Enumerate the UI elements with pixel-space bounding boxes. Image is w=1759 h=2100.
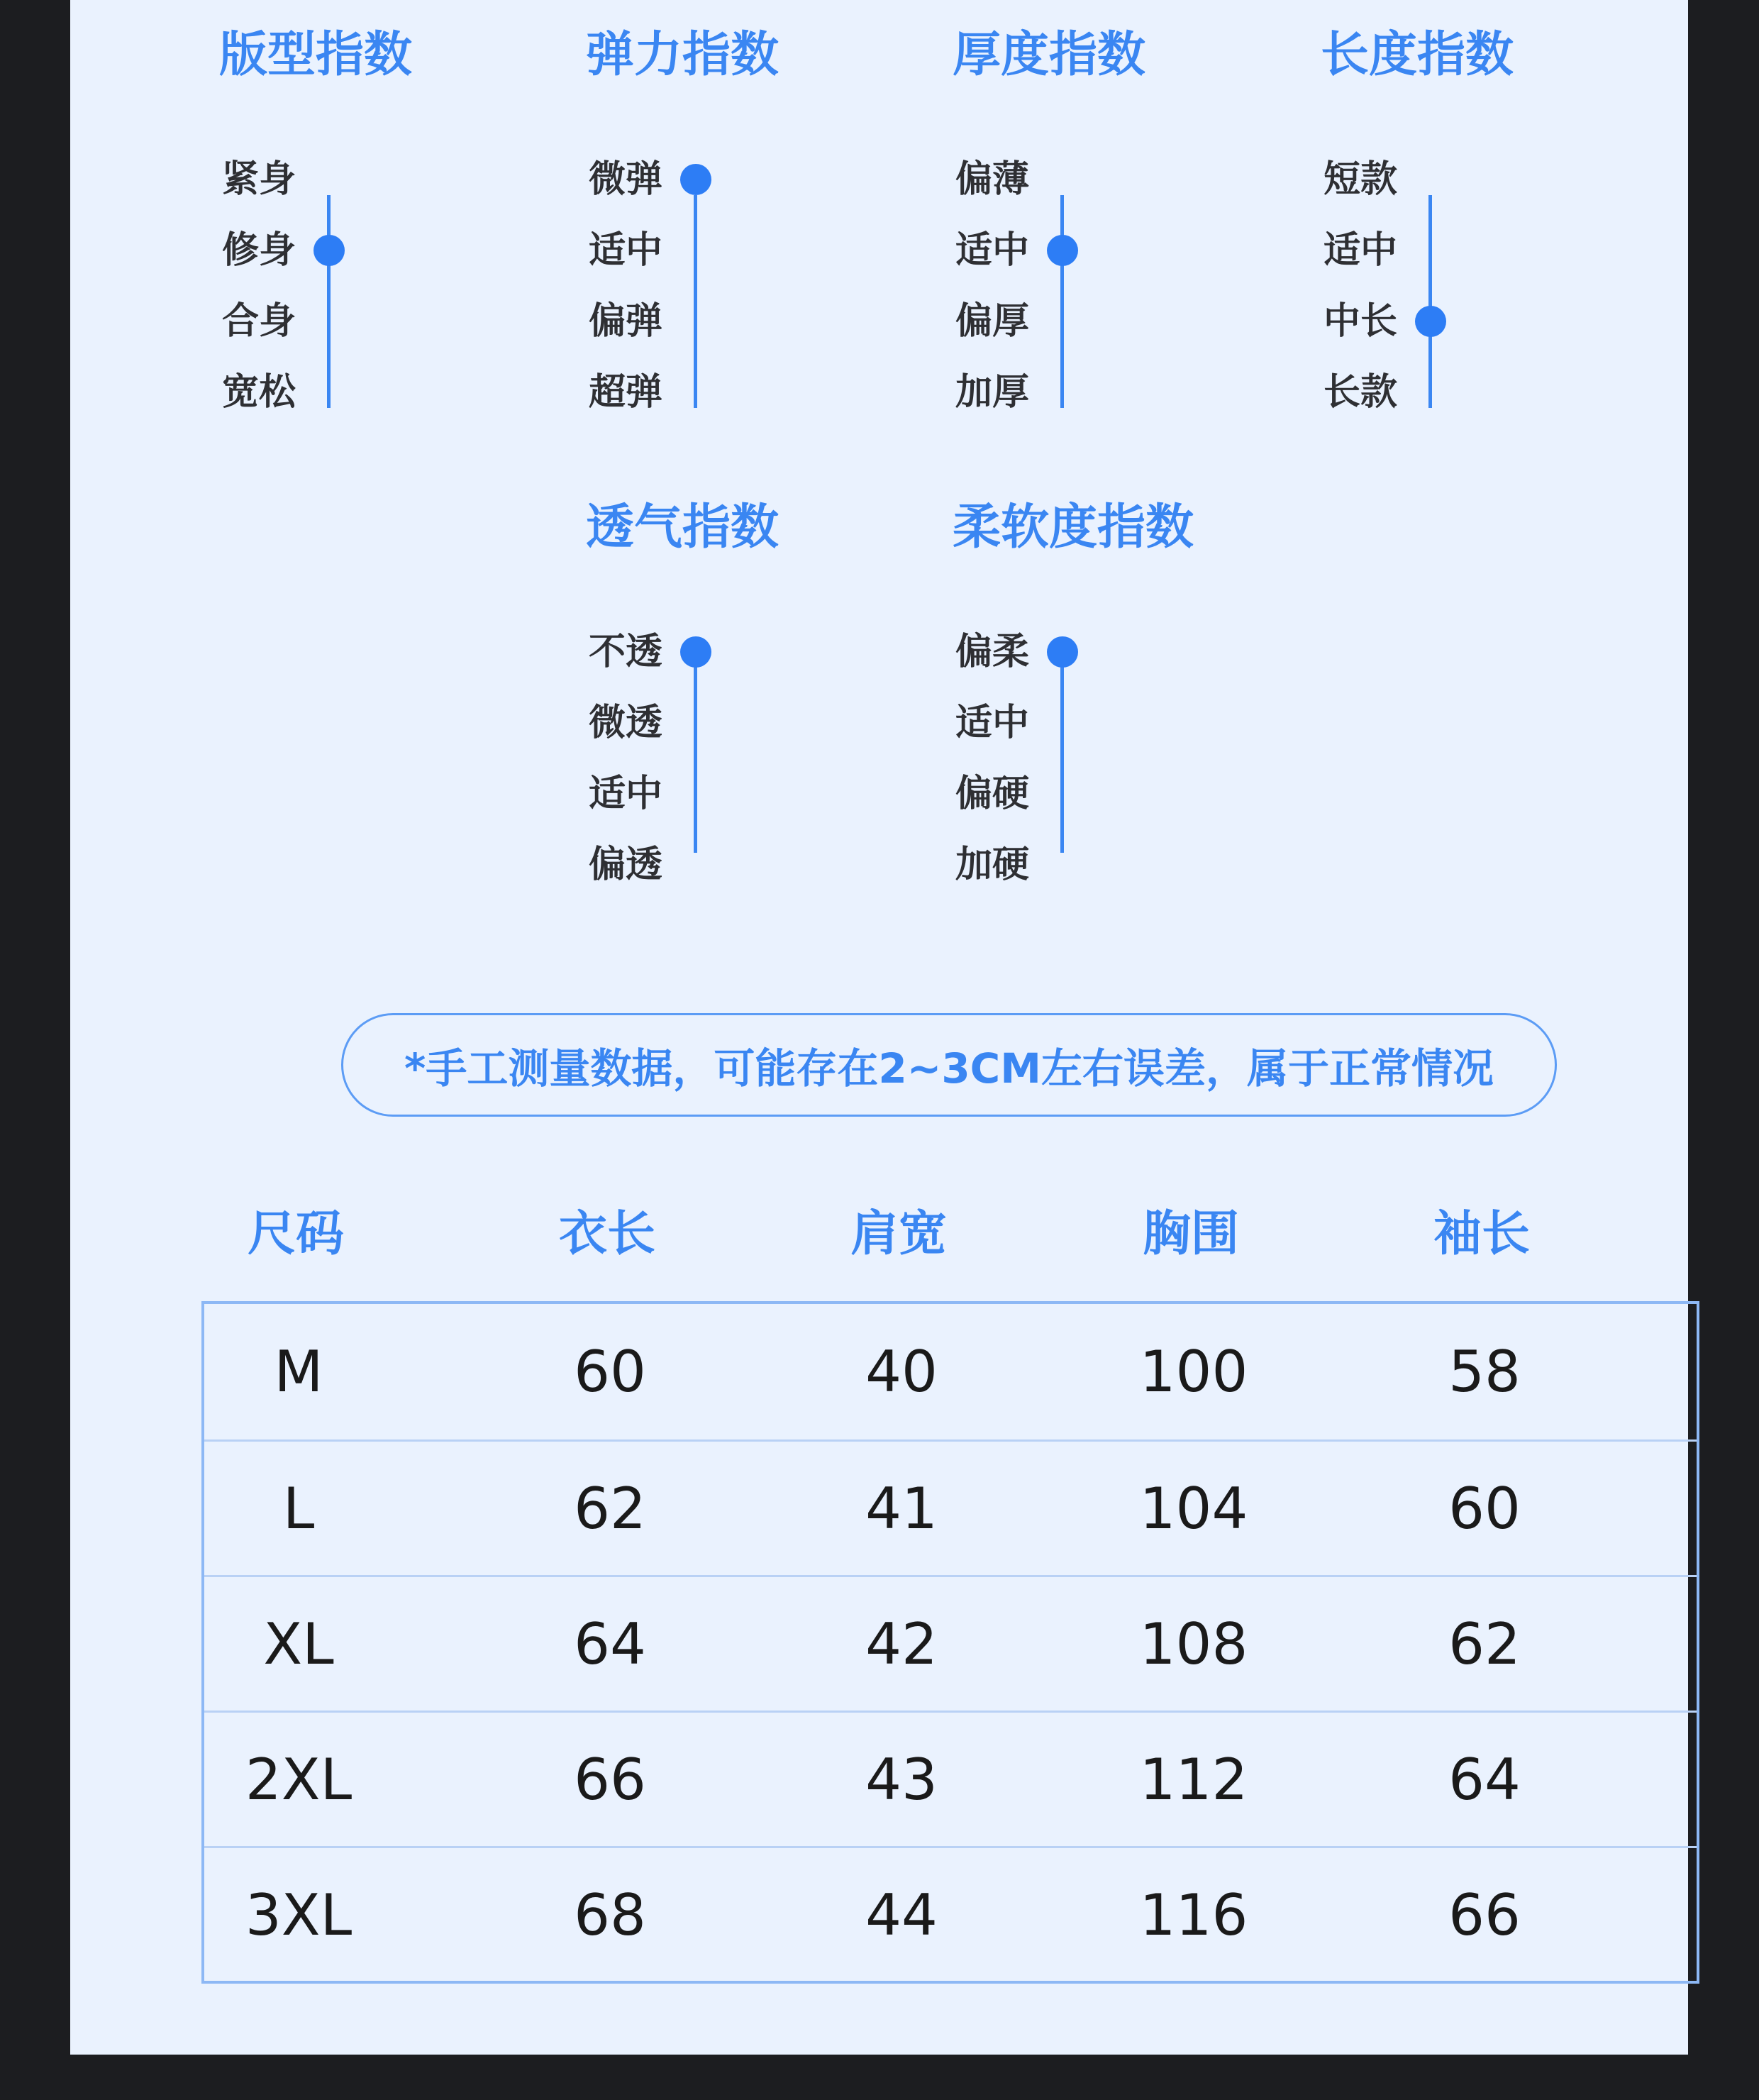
index-option: 短款 <box>1324 158 1398 201</box>
index-title: 厚度指数 <box>953 27 1146 83</box>
index-option: 偏厚 <box>955 300 1030 343</box>
cell-chest: 116 <box>1139 1881 1248 1948</box>
index-option: 微透 <box>589 702 663 744</box>
index-selected-dot <box>680 164 711 195</box>
index-option: 加厚 <box>955 371 1030 414</box>
cell-shoulder: 40 <box>865 1339 938 1405</box>
cell-length: 64 <box>574 1610 646 1677</box>
cell-sleeve: 58 <box>1448 1339 1521 1405</box>
header-sleeve: 袖长 <box>1433 1206 1530 1262</box>
cell-sleeve: 64 <box>1448 1746 1521 1813</box>
index-title: 长度指数 <box>1321 27 1514 83</box>
cell-size: M <box>274 1339 323 1405</box>
cell-size: 2XL <box>245 1746 353 1813</box>
cell-size: L <box>282 1475 315 1542</box>
index-option: 偏薄 <box>955 158 1030 201</box>
size-guide-panel <box>70 0 1688 2055</box>
measurement-notice <box>341 1013 1557 1117</box>
index-option: 紧身 <box>222 158 296 201</box>
index-option: 长款 <box>1324 371 1398 414</box>
cell-size: XL <box>263 1610 334 1677</box>
cell-shoulder: 44 <box>865 1881 938 1948</box>
cell-chest: 112 <box>1139 1746 1248 1813</box>
cell-chest: 100 <box>1139 1339 1248 1405</box>
cell-shoulder: 42 <box>865 1610 938 1677</box>
index-track <box>327 195 331 408</box>
index-option: 偏硬 <box>955 773 1030 815</box>
cell-sleeve: 66 <box>1448 1881 1521 1948</box>
index-option: 适中 <box>1324 229 1398 272</box>
index-selected-dot <box>1415 306 1446 337</box>
index-selected-dot <box>1047 235 1078 266</box>
index-option: 宽松 <box>222 371 296 414</box>
index-title: 版型指数 <box>219 27 413 83</box>
index-selected-dot <box>1047 636 1078 668</box>
cell-length: 60 <box>574 1339 646 1405</box>
cell-length: 68 <box>574 1881 646 1948</box>
cell-sleeve: 62 <box>1448 1610 1521 1677</box>
cell-shoulder: 43 <box>865 1746 938 1813</box>
index-title: 透气指数 <box>586 499 779 556</box>
index-title: 弹力指数 <box>586 27 779 83</box>
size-table <box>201 1301 1699 1984</box>
table-row <box>204 1439 1697 1575</box>
cell-length: 62 <box>574 1475 646 1542</box>
header-size: 尺码 <box>247 1206 344 1262</box>
table-row <box>204 1711 1697 1846</box>
index-selected-dot <box>313 235 345 266</box>
index-option: 加硬 <box>955 844 1030 886</box>
index-option: 微弹 <box>589 158 663 201</box>
index-option: 适中 <box>955 702 1030 744</box>
index-track <box>694 640 697 853</box>
cell-shoulder: 41 <box>865 1475 938 1542</box>
index-title: 柔软度指数 <box>953 499 1194 556</box>
header-shoulder: 肩宽 <box>850 1206 947 1262</box>
index-option: 偏透 <box>589 844 663 886</box>
notice-text: *手工测量数据，可能存在2~3CM左右误差，属于正常情况 <box>404 1044 1494 1093</box>
index-track <box>1060 195 1064 408</box>
cell-length: 66 <box>574 1746 646 1813</box>
table-row <box>204 1575 1697 1711</box>
cell-chest: 104 <box>1139 1475 1248 1542</box>
table-row <box>204 1304 1697 1439</box>
index-option: 偏柔 <box>955 631 1030 673</box>
cell-size: 3XL <box>245 1881 353 1948</box>
index-option: 不透 <box>589 631 663 673</box>
cell-chest: 108 <box>1139 1610 1248 1677</box>
index-option: 超弹 <box>589 371 663 414</box>
header-chest: 胸围 <box>1142 1206 1239 1262</box>
index-track <box>694 195 697 408</box>
index-option: 修身 <box>222 229 296 272</box>
index-track <box>1428 195 1432 408</box>
index-option: 适中 <box>955 229 1030 272</box>
index-track <box>1060 640 1064 853</box>
index-option: 适中 <box>589 229 663 272</box>
index-option: 适中 <box>589 773 663 815</box>
index-option: 偏弹 <box>589 300 663 343</box>
cell-sleeve: 60 <box>1448 1475 1521 1542</box>
index-option: 中长 <box>1324 300 1398 343</box>
index-option: 合身 <box>222 300 296 343</box>
table-row <box>204 1846 1697 1982</box>
index-selected-dot <box>680 636 711 668</box>
header-length: 衣长 <box>558 1206 655 1262</box>
